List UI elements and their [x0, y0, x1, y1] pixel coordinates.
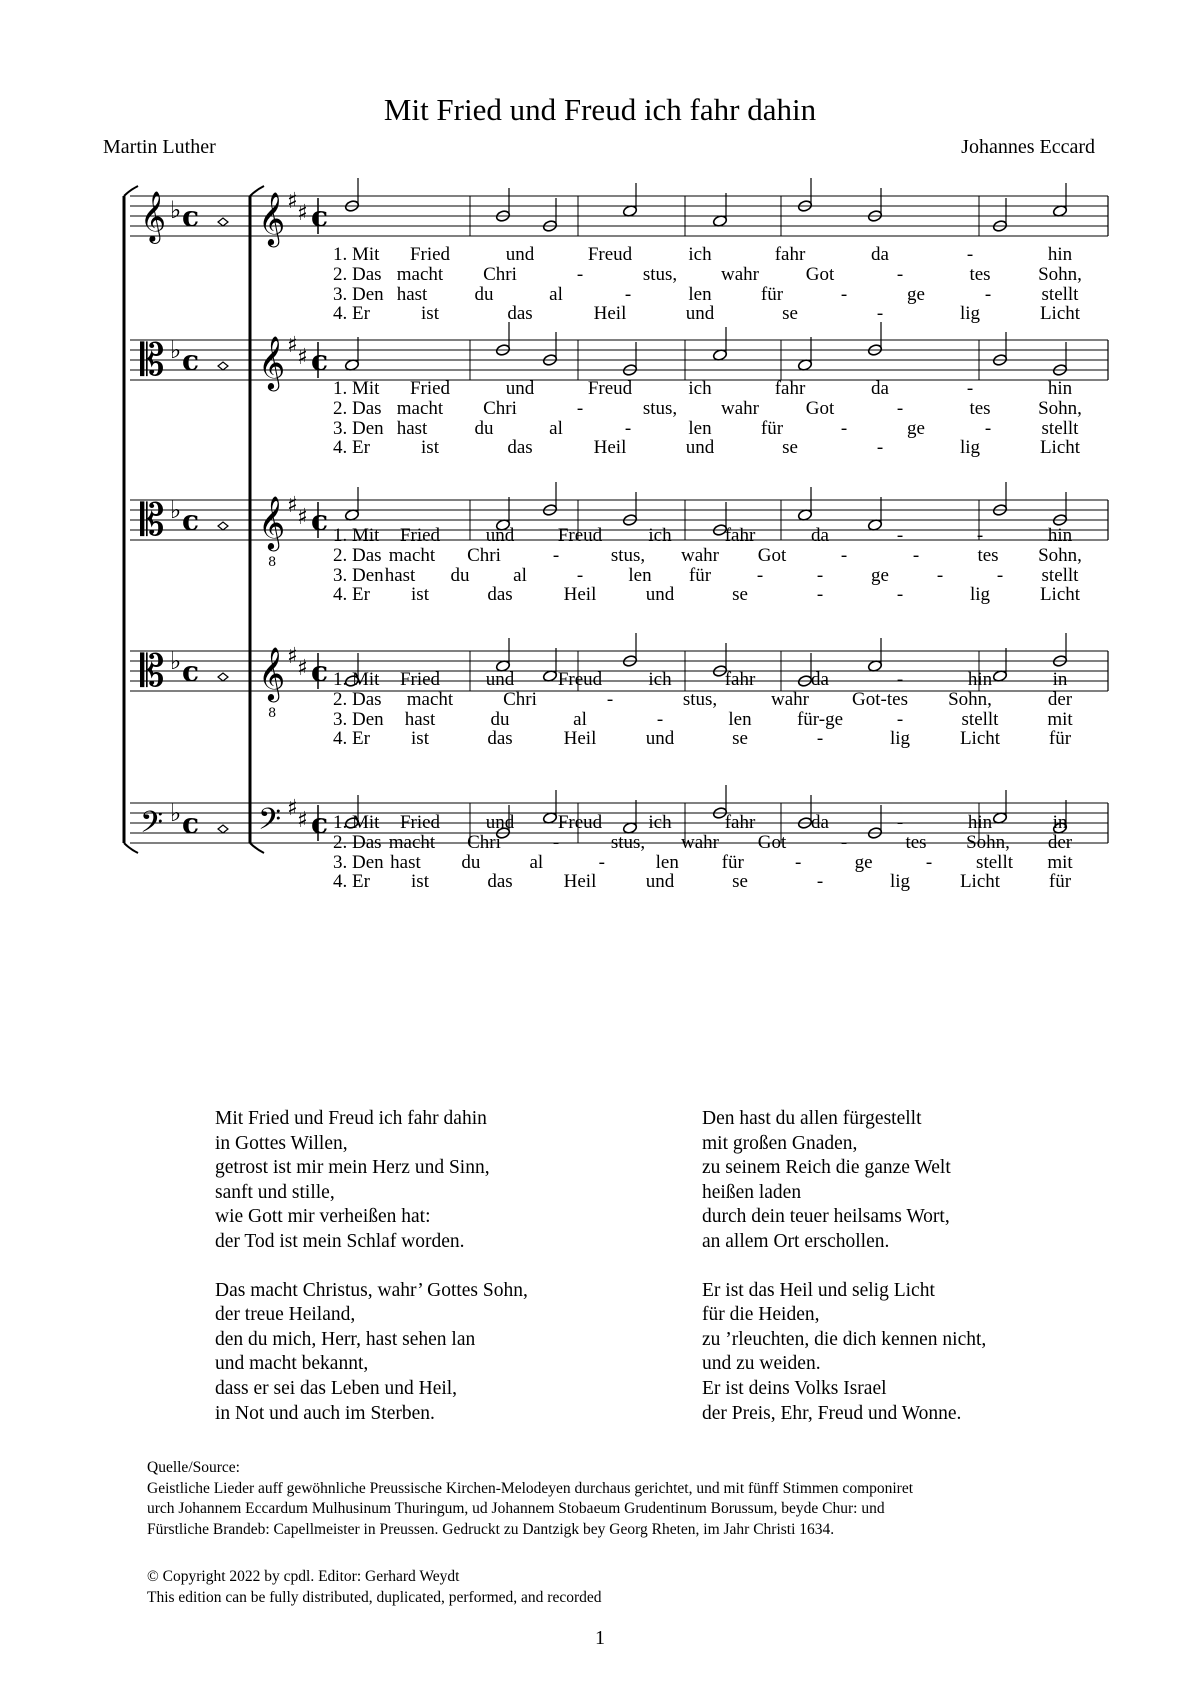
- lyric-syllable: -: [896, 263, 904, 285]
- lyric-syllable: stus,: [642, 397, 678, 419]
- lyric-syllable: stellt: [961, 708, 999, 730]
- lyric-syllable: -: [816, 871, 824, 893]
- lyric-syllable: ist: [411, 871, 429, 893]
- lyric-syllable: da: [871, 244, 889, 265]
- lyric-syllable: stus,: [610, 831, 646, 853]
- lyric-syllable: und: [685, 303, 715, 325]
- lyric-syllable: hast: [396, 417, 428, 439]
- lyric-syllable: für-ge: [796, 708, 844, 730]
- lyric-syllable: 3. Den: [333, 417, 384, 439]
- lyric-syllable: 3. Den: [333, 851, 384, 873]
- lyric-syllable: Heil: [563, 584, 597, 606]
- lyric-syllable: das: [507, 303, 533, 325]
- lyric-syllable: und: [505, 378, 535, 399]
- lyric-syllable: du: [450, 564, 470, 586]
- outer-bracket-hook-top: [124, 186, 138, 196]
- lyric-syllable: Licht: [1039, 437, 1081, 459]
- verse-line: der Tod ist mein Schlaf worden.: [215, 1230, 465, 1252]
- breve-incipit-note: [218, 362, 228, 370]
- verse-stanza: [702, 1279, 986, 1427]
- lyric-syllable: Sohn,: [966, 831, 1010, 853]
- lyric-syllable: -: [576, 263, 584, 285]
- lyric-syllable: al: [549, 417, 563, 439]
- sharp-key-signature: ♯: [297, 656, 308, 681]
- common-time: c: [182, 344, 200, 377]
- lyric-syllable: fahr: [724, 525, 756, 546]
- common-time: c: [182, 504, 200, 537]
- lyric-syllable: lig: [959, 437, 981, 459]
- lyric-syllable: se: [782, 303, 798, 325]
- lyric-syllable: ist: [421, 437, 439, 459]
- sharp-key-signature: ♯: [287, 644, 298, 669]
- lyric-syllable: Fried: [409, 378, 451, 399]
- source-line: Fürstliche Brandeb: Capellmeister in Preussen. Gedruckt zu Dantzigk bey Georg Rheten, im Jahr Christi 1634.: [147, 1520, 835, 1538]
- outer-bracket-hook-bottom: [124, 843, 138, 853]
- sharp-key-signature: ♯: [287, 333, 298, 358]
- lyric-syllable: Got: [757, 831, 787, 853]
- flat-key-signature: ♭: [170, 496, 182, 524]
- verse-line: in Gottes Willen,: [215, 1132, 348, 1154]
- lyric-syllable: al: [549, 283, 563, 305]
- lyric-syllable: stellt: [976, 851, 1014, 873]
- breve-incipit-note: [218, 522, 228, 530]
- lyric-syllable: stellt: [1041, 283, 1079, 305]
- lyric-syllable: du: [474, 417, 494, 439]
- lyric-syllable: 1. Mit: [333, 812, 380, 833]
- lyric-syllable: -: [816, 584, 824, 606]
- lyric-syllable: hin: [1047, 525, 1073, 546]
- lyric-syllable: Got-tes: [852, 688, 908, 710]
- lyric-syllable: -: [840, 831, 848, 853]
- lyric-syllable: fahr: [774, 244, 806, 265]
- verse-line: in Not und auch im Sterben.: [215, 1402, 435, 1424]
- lyric-syllable: Freud: [557, 812, 603, 833]
- lyric-syllable: macht: [396, 263, 444, 285]
- verse-stanza: [215, 1279, 528, 1427]
- lyric-syllable: und: [645, 584, 675, 606]
- lyric-syllable: tes: [969, 397, 991, 419]
- lyric-syllable: -: [996, 564, 1004, 586]
- verse-line: und zu weiden.: [702, 1353, 821, 1375]
- tenor-clef-incipit: 𝄡: [140, 646, 165, 697]
- lyric-syllable: Heil: [563, 728, 597, 750]
- lyric-syllable: hast: [384, 564, 416, 586]
- lyric-syllable: ge: [907, 417, 925, 439]
- lyric-syllable: -: [896, 812, 904, 833]
- verse-line: und macht bekannt,: [215, 1353, 369, 1375]
- lyric-syllable: hast: [404, 708, 436, 730]
- sharp-key-signature: ♯: [297, 505, 308, 530]
- lyric-syllable: ge: [854, 851, 873, 873]
- lyric-syllable: -: [925, 851, 933, 873]
- breve-incipit-note: [218, 673, 228, 681]
- lyric-syllable: al: [573, 708, 587, 730]
- verses-left-column: [215, 1107, 528, 1450]
- lyric-syllable: -: [896, 397, 904, 419]
- lyric-syllable: wahr: [771, 688, 809, 710]
- bass-clef-modern: 𝄢: [258, 803, 282, 844]
- verse-line: getrost ist mir mein Herz und Sinn,: [215, 1157, 490, 1179]
- treble-clef-incipit: 𝄞: [140, 191, 167, 242]
- lyric-syllable: ich: [648, 812, 672, 833]
- page-title: Mit Fried und Freud ich fahr dahin: [383, 92, 817, 127]
- lyric-syllable: 2. Das: [333, 263, 382, 285]
- cut-time: c: [311, 200, 329, 233]
- verse-stanza: [215, 1107, 528, 1255]
- lyric-syllable: das: [487, 728, 513, 750]
- verse-line: dass er sei das Leben und Heil,: [215, 1377, 458, 1399]
- lyric-syllable: ge: [871, 564, 889, 586]
- verse-line: Das macht Christus, wahr’ Gottes Sohn,: [215, 1279, 528, 1301]
- breve-incipit-note: [218, 825, 228, 833]
- flat-key-signature: ♭: [170, 647, 182, 675]
- lyric-syllable: stus,: [610, 544, 646, 566]
- lyric-syllable: und: [485, 525, 515, 546]
- verse-line: Mit Fried und Freud ich fahr dahin: [215, 1108, 487, 1129]
- lyric-syllable: -: [756, 564, 764, 586]
- lyric-syllable: mit: [1047, 708, 1073, 730]
- lyric-syllable: Heil: [593, 437, 627, 459]
- lyric-syllable: ist: [421, 303, 439, 325]
- lyric-syllable: hin: [1047, 378, 1073, 399]
- lyric-syllable: 2. Das: [333, 397, 382, 419]
- lyric-syllable: 4. Er: [333, 437, 370, 459]
- cut-time: c: [311, 655, 329, 688]
- lyric-syllable: Chri: [483, 263, 517, 285]
- license-line: This edition can be fully distributed, duplicated, performed, and recorded: [147, 1588, 602, 1606]
- composer-credit: Johannes Eccard: [961, 136, 1095, 158]
- lyric-syllable: in: [1052, 669, 1068, 690]
- lyric-syllable: stus,: [682, 688, 718, 710]
- lyric-syllable: -: [876, 303, 884, 325]
- poet-credit: Martin Luther: [103, 136, 216, 158]
- alto-clef-incipit: 𝄡: [140, 335, 165, 386]
- lyric-syllable: -: [840, 417, 848, 439]
- lyric-syllable: Licht: [959, 728, 1001, 750]
- lyric-syllable: und: [685, 437, 715, 459]
- lyric-syllable: Licht: [959, 871, 1001, 893]
- lyric-syllable: -: [624, 417, 632, 439]
- lyric-syllable: tes: [905, 831, 927, 853]
- lyric-syllable: Chri: [467, 831, 501, 853]
- lyric-syllable: 2. Das: [333, 688, 382, 710]
- lyric-syllable: -: [795, 851, 802, 873]
- lyric-syllable: Chri: [483, 397, 517, 419]
- lyric-syllable: len: [688, 417, 712, 439]
- lyric-syllable: ich: [688, 378, 712, 399]
- lyric-syllable: da: [811, 812, 829, 833]
- lyric-syllable: -: [624, 283, 632, 305]
- lyric-syllable: für: [721, 851, 744, 873]
- lyric-syllable: macht: [388, 544, 436, 566]
- staff-cantus: [130, 178, 1108, 247]
- verse-line: der treue Heiland,: [215, 1304, 356, 1326]
- lyric-syllable: tes: [969, 263, 991, 285]
- lyric-syllable: Fried: [399, 669, 441, 690]
- verse-line: Er ist das Heil und selig Licht: [702, 1279, 935, 1301]
- lyric-syllable: fahr: [724, 669, 756, 690]
- lyric-syllable: Got: [757, 544, 787, 566]
- lyric-syllable: stellt: [1041, 417, 1079, 439]
- lyric-syllable: für: [1048, 871, 1072, 893]
- cut-time: c: [311, 807, 329, 840]
- source-line: urch Johannem Eccardum Mulhusinum Thuringum, ud Johannem Stobaeum Grudentinum Borussum, beyde Chur: und: [147, 1500, 885, 1517]
- lyric-syllable: -: [576, 564, 584, 586]
- lyric-syllable: -: [966, 244, 974, 265]
- verse-line: für die Heiden,: [702, 1304, 820, 1326]
- treble_8-clef-modern: 𝄞: [258, 646, 286, 700]
- octave-eight: 8: [268, 555, 277, 570]
- flat-key-signature: ♭: [170, 196, 182, 224]
- lyric-syllable: -: [816, 564, 824, 586]
- lyric-syllable: hin: [967, 669, 993, 690]
- lyric-syllable: -: [936, 564, 944, 586]
- lyric-syllable: für: [1048, 728, 1072, 750]
- lyric-syllable: und: [645, 871, 675, 893]
- lyric-syllable: Freud: [557, 525, 603, 546]
- treble-clef-modern: 𝄞: [258, 335, 286, 389]
- lyric-syllable: mit: [1047, 851, 1073, 873]
- lyric-syllable: da: [811, 669, 829, 690]
- lyric-syllable: fahr: [724, 812, 756, 833]
- lyric-syllable: Chri: [503, 688, 537, 710]
- lyric-syllable: 3. Den: [333, 283, 384, 305]
- lyric-syllable: stellt: [1041, 564, 1079, 586]
- lyric-syllable: fahr: [774, 378, 806, 399]
- lyric-syllable: Heil: [593, 303, 627, 325]
- lyric-syllable: für: [760, 417, 784, 439]
- lyric-syllable: lig: [889, 871, 911, 893]
- lyric-syllable: ich: [648, 525, 672, 546]
- lyric-syllable: al: [513, 564, 527, 586]
- lyric-syllable: Licht: [1039, 303, 1081, 325]
- common-time: c: [182, 200, 200, 233]
- sharp-key-signature: ♯: [287, 189, 298, 214]
- lyric-syllable: Got: [805, 263, 835, 285]
- verse-line: zu seinem Reich die ganze Welt: [702, 1157, 951, 1179]
- common-time: c: [182, 655, 200, 688]
- lyric-syllable: al: [529, 851, 544, 873]
- lyric-syllable: -: [552, 544, 560, 566]
- lyric-syllable: 1. Mit: [333, 378, 380, 399]
- lyric-syllable: Sohn,: [948, 688, 992, 710]
- breve-incipit-note: [218, 218, 228, 226]
- lyric-syllable: -: [896, 584, 904, 606]
- cut-time: c: [311, 504, 329, 537]
- verse-line: zu ’rleuchten, die dich kennen nicht,: [702, 1328, 987, 1350]
- lyric-syllable: für: [760, 283, 784, 305]
- lyric-syllable: lig: [969, 584, 991, 606]
- treble-clef-modern: 𝄞: [258, 191, 286, 245]
- lyric-syllable: stus,: [642, 263, 678, 285]
- lyric-syllable: und: [645, 728, 675, 750]
- lyric-syllable: ich: [688, 244, 712, 265]
- lyric-syllable: len: [655, 851, 679, 873]
- lyric-syllable: hin: [1047, 244, 1073, 265]
- lyric-syllable: 1. Mit: [333, 525, 380, 546]
- lyric-syllable: hast: [396, 283, 428, 305]
- lyric-syllable: Sohn,: [1038, 397, 1082, 419]
- lyric-syllable: Licht: [1039, 584, 1081, 606]
- lyric-syllable: Fried: [399, 525, 441, 546]
- page-number: 1: [595, 1627, 605, 1649]
- lyric-syllable: Fried: [399, 812, 441, 833]
- lyric-syllable: -: [976, 525, 984, 546]
- lyric-syllable: du: [474, 283, 494, 305]
- lyric-syllable: und: [485, 812, 515, 833]
- lyric-syllable: -: [912, 544, 920, 566]
- lyric-syllable: da: [811, 525, 829, 546]
- source-heading: Quelle/Source:: [147, 1459, 240, 1476]
- lyric-syllable: das: [487, 871, 513, 893]
- lyric-syllable: Got: [805, 397, 835, 419]
- verse-line: der Preis, Ehr, Freud und Wonne.: [702, 1402, 962, 1424]
- verse-line: Den hast du allen fürgestellt: [702, 1108, 922, 1129]
- lyric-syllable: 2. Das: [333, 544, 382, 566]
- flat-key-signature: ♭: [170, 799, 182, 827]
- verse-line: an allem Ort erschollen.: [702, 1230, 890, 1252]
- verse-line: sanft und stille,: [215, 1181, 335, 1203]
- lyric-syllable: -: [840, 544, 848, 566]
- lyric-syllable: ist: [411, 584, 429, 606]
- lyric-syllable: macht: [406, 688, 454, 710]
- lyric-syllable: 2. Das: [333, 831, 382, 853]
- lyric-syllable: macht: [388, 831, 436, 853]
- lyric-syllable: -: [576, 397, 584, 419]
- lyric-syllable: und: [485, 669, 515, 690]
- lyric-syllable: und: [505, 244, 535, 265]
- lyric-syllable: Chri: [467, 544, 501, 566]
- sharp-key-signature: ♯: [297, 201, 308, 226]
- sharp-key-signature: ♯: [287, 796, 298, 821]
- treble_8-clef-modern: 𝄞: [258, 495, 286, 549]
- lyric-syllable: der: [1047, 831, 1073, 853]
- verse-line: den du mich, Herr, hast sehen lan: [215, 1328, 476, 1350]
- lyric-syllable: hin: [967, 812, 993, 833]
- lyric-syllable: ge: [907, 283, 925, 305]
- lyric-syllable: se: [732, 871, 748, 893]
- bass-clef-incipit: 𝄢: [140, 806, 164, 847]
- inner-bracket-hook-bottom: [250, 843, 264, 853]
- lyric-syllable: lig: [959, 303, 981, 325]
- verse-line: heißen laden: [702, 1181, 802, 1203]
- lyric-syllable: -: [816, 728, 824, 750]
- lyric-syllable: 4. Er: [333, 584, 370, 606]
- lyric-syllable: wahr: [681, 831, 719, 853]
- lyric-syllable: macht: [396, 397, 444, 419]
- lyric-syllable: -: [876, 437, 884, 459]
- lyric-syllable: -: [966, 378, 974, 399]
- lyric-syllable: das: [487, 584, 513, 606]
- lyric-syllable: -: [552, 831, 560, 853]
- lyric-syllable: hast: [390, 851, 421, 873]
- verse-line: Er ist deins Volks Israel: [702, 1377, 887, 1399]
- sharp-key-signature: ♯: [297, 808, 308, 833]
- lyric-syllable: -: [984, 283, 992, 305]
- octave-eight: 8: [268, 706, 277, 721]
- lyric-syllable: Freud: [587, 378, 633, 399]
- lyric-syllable: Sohn,: [1038, 544, 1082, 566]
- verse-line: wie Gott mir verheißen hat:: [215, 1206, 431, 1228]
- lyric-syllable: Freud: [587, 244, 633, 265]
- lyric-syllable: du: [461, 851, 481, 873]
- common-time: c: [182, 807, 200, 840]
- lyric-syllable: wahr: [681, 544, 719, 566]
- lyric-syllable: len: [628, 564, 652, 586]
- lyric-syllable: 3. Den: [333, 564, 384, 586]
- lyric-syllable: das: [507, 437, 533, 459]
- copyright-note: [147, 1567, 602, 1608]
- lyric-syllable: se: [732, 728, 748, 750]
- copyright-line: © Copyright 2022 by cpdl. Editor: Gerhard Weydt: [147, 1568, 460, 1585]
- lyric-syllable: 3. Den: [333, 708, 384, 730]
- lyric-syllable: tes: [977, 544, 999, 566]
- lyric-syllable: der: [1047, 688, 1073, 710]
- lyric-syllable: 4. Er: [333, 728, 370, 750]
- lyric-syllable: da: [871, 378, 889, 399]
- lyric-syllable: für: [688, 564, 712, 586]
- lyric-syllable: 4. Er: [333, 871, 370, 893]
- lyric-syllable: ist: [411, 728, 429, 750]
- lyric-syllable: Freud: [557, 669, 603, 690]
- lyric-syllable: -: [598, 851, 605, 873]
- cut-time: c: [311, 344, 329, 377]
- source-line: Geistliche Lieder auff gewöhnliche Preussische Kirchen-Melodeyen durchaus gerichtet, und mit fünff Stimmen componiret: [147, 1479, 914, 1497]
- sharp-key-signature: ♯: [287, 493, 298, 518]
- lyric-syllable: -: [896, 525, 904, 546]
- verses-right-column: [702, 1107, 986, 1450]
- lyric-syllable: se: [732, 584, 748, 606]
- lyric-syllable: Sohn,: [1038, 263, 1082, 285]
- lyric-syllable: 1. Mit: [333, 244, 380, 265]
- lyric-syllable: -: [896, 708, 904, 730]
- lyric-syllable: -: [984, 417, 992, 439]
- lyric-syllable: len: [688, 283, 712, 305]
- lyric-syllable: Fried: [409, 244, 451, 265]
- source-note: [147, 1458, 913, 1540]
- lyric-syllable: lig: [889, 728, 911, 750]
- lyric-syllable: -: [896, 669, 904, 690]
- lyric-syllable: Heil: [563, 871, 597, 893]
- lyric-syllable: se: [782, 437, 798, 459]
- sharp-key-signature: ♯: [297, 345, 308, 370]
- verse-line: durch dein teuer heilsams Wort,: [702, 1206, 950, 1228]
- verse-stanza: [702, 1107, 986, 1255]
- flat-key-signature: ♭: [170, 336, 182, 364]
- lyric-syllable: 1. Mit: [333, 669, 380, 690]
- lyric-syllable: -: [656, 708, 664, 730]
- lyric-syllable: -: [840, 283, 848, 305]
- lyric-syllable: len: [728, 708, 752, 730]
- lyric-syllable: wahr: [721, 263, 759, 285]
- lyric-syllable: du: [490, 708, 510, 730]
- lyric-syllable: wahr: [721, 397, 759, 419]
- lyric-syllable: -: [606, 688, 614, 710]
- tenor-clef-incipit: 𝄡: [140, 495, 165, 546]
- lyric-syllable: in: [1052, 812, 1068, 833]
- lyric-syllable: ich: [648, 669, 672, 690]
- lyric-syllable: 4. Er: [333, 303, 370, 325]
- verse-line: mit großen Gnaden,: [702, 1132, 858, 1154]
